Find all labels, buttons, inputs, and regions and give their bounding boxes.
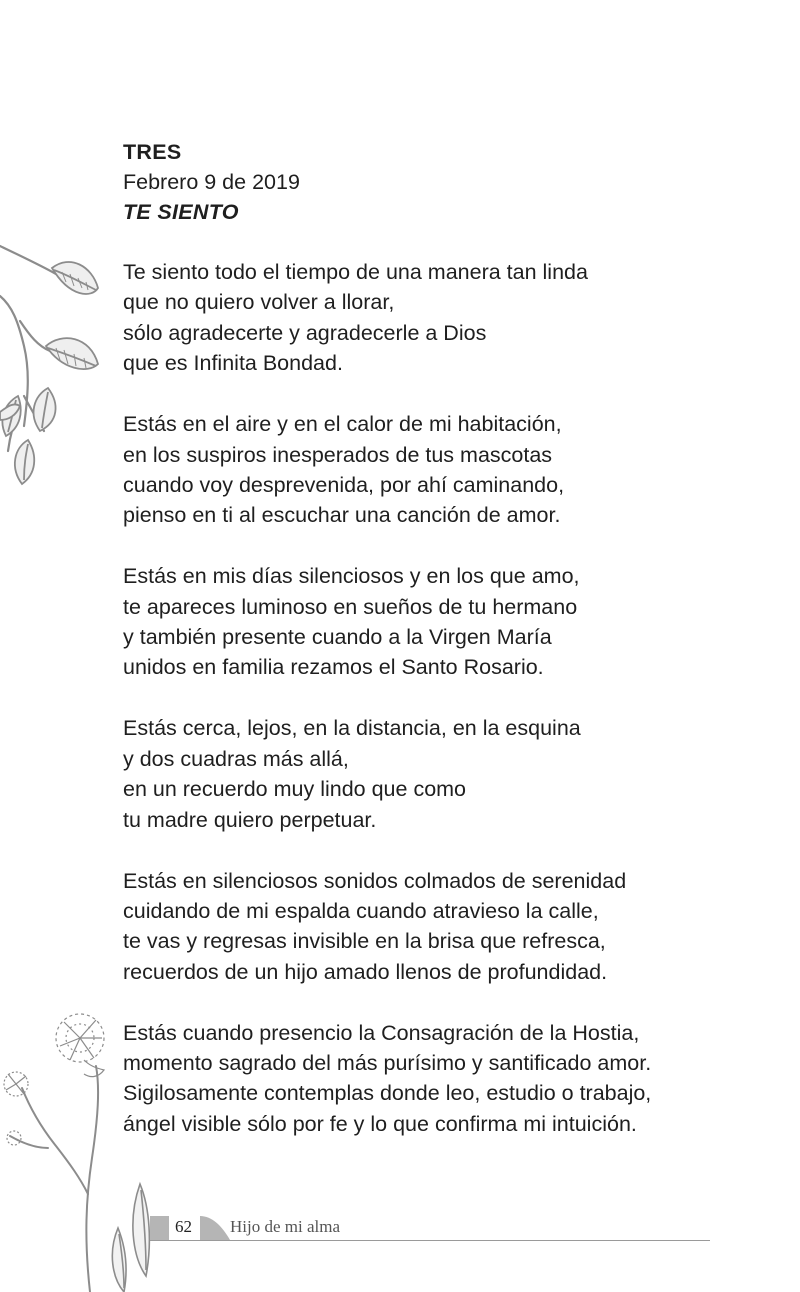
verse: cuidando de mi espalda cuando atravieso la calle, <box>123 898 599 923</box>
verse: recuerdos de un hijo amado llenos de profundidad. <box>123 959 608 984</box>
verse: Te siento todo el tiempo de una manera tan linda <box>123 260 588 284</box>
verse: y también presente cuando a la Virgen María <box>123 625 552 650</box>
poem-title: TE SIENTO <box>123 200 239 224</box>
verse: Estás cerca, lejos, en la distancia, en la esquina <box>123 716 581 741</box>
footer-rule <box>150 1240 710 1241</box>
verse: unidos en familia rezamos el Santo Rosario. <box>123 655 544 680</box>
verse: te apareces luminoso en sueños de tu hermano <box>123 594 578 619</box>
leaf-branch-illustration <box>0 236 110 496</box>
verse: en los suspiros inesperados de tus mascotas <box>123 442 553 467</box>
page-footer <box>150 1214 710 1242</box>
verse: Sigilosamente contemplas donde leo, estudio o trabajo, <box>123 1081 652 1106</box>
verse: en un recuerdo muy lindo que como <box>123 777 467 802</box>
verse: Estás cuando presencio la Consagración de la Hostia, <box>123 1020 640 1045</box>
verse: que no quiero volver a llorar, <box>123 290 395 315</box>
stanza-2 <box>123 409 763 531</box>
stanza-3 <box>123 561 763 683</box>
book-title: Hijo de mi alma <box>230 1217 341 1236</box>
verse: Estás en el aire y en el calor de mi habitación, <box>123 412 562 437</box>
stanza-5 <box>123 866 763 988</box>
verse: te vas y regresas invisible en la brisa que refresca, <box>123 929 606 954</box>
verse: tu madre quiero perpetuar. <box>123 807 377 832</box>
verse: que es Infinita Bondad. <box>123 351 343 376</box>
verse: pienso en ti al escuchar una canción de amor. <box>123 503 561 528</box>
verse: sólo agradecerte y agradecerle a Dios <box>123 320 487 345</box>
section-number: TRES <box>123 140 182 164</box>
page-number: 62 <box>175 1217 192 1236</box>
poem-date: Febrero 9 de 2019 <box>123 170 300 194</box>
poem-heading <box>123 137 763 227</box>
verse: cuando voy desprevenida, por ahí caminando, <box>123 472 565 497</box>
verse: y dos cuadras más allá, <box>123 746 349 771</box>
stanza-1 <box>123 257 763 379</box>
poem-body <box>123 257 763 1139</box>
verse: momento sagrado del más purísimo y santificado amor. <box>123 1051 652 1076</box>
verse: Estás en silenciosos sonidos colmados de serenidad <box>123 868 627 893</box>
poem-content <box>123 137 763 1170</box>
stanza-4 <box>123 713 763 835</box>
verse: Estás en mis días silenciosos y en los que amo, <box>123 564 580 589</box>
stanza-6 <box>123 1018 763 1140</box>
verse: ángel visible sólo por fe y lo que confirma mi intuición. <box>123 1111 637 1136</box>
